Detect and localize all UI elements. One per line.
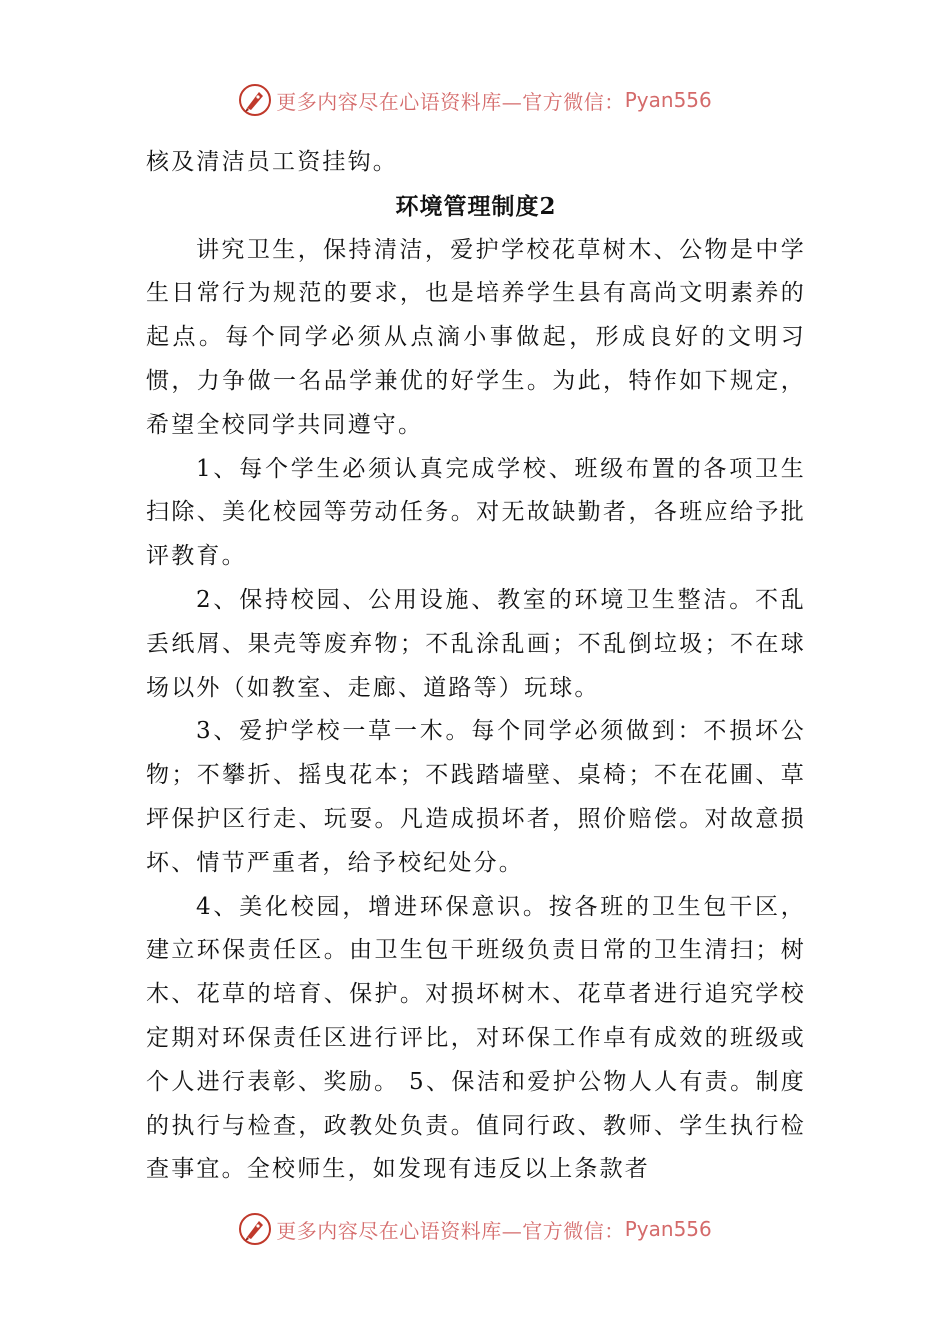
pen-nib-logo-icon [238,83,272,117]
paragraph-intro: 讲究卫生，保持清洁，爱护学校花草树木、公物是中学生日常行为规范的要求，也是培养学生县有高尚文明素养的起点。每个同学必须从点滴小事做起，形成良好的文明习惯，力争做一名品学兼优的好学生。为此，特作如下规定，希望全校同学共同遵守。 [146,236,806,438]
section-title: 环境管理制度2 [395,192,557,220]
document-body [146,141,806,1192]
paragraph-rule-1: 1、每个学生必须认真完成学校、班级布置的各项卫生扫除、美化校园等劳动任务。对无故缺勤者，各班应给予批评教育。 [146,455,806,570]
footer-banner [0,1209,950,1249]
lead-line: 核及清洁员工资挂钩。 [146,149,398,175]
banner-wechat-id: Pyan556 [624,88,712,112]
banner-promo-text: 更多内容尽在心语资料库—官方微信： [276,89,625,114]
paragraph-rule-2: 2、保持校园、公用设施、教室的环境卫生整洁。不乱丢纸屑、果壳等废弃物；不乱涂乱画；不乱倒垃圾；不在球场以外（如教室、走廊、道路等）玩球。 [146,586,806,701]
paragraph-rule-4-5: 4、美化校园，增进环保意识。按各班的卫生包干区，建立环保责任区。由卫生包干班级负责日常的卫生清扫；树木、花草的培育、保护。对损坏树木、花草者进行追究学校定期对环保责任区进行评比，对环保工作卓有成效的班级或个人进行表彰、奖励。 5、保洁和爱护公物人人有责。制度的执行与检查，政教处负责。值同行政、教师、学生执行检查事宜。全校师生，如发现有违反以上条款者 [146,893,806,1183]
header-banner [0,80,950,120]
paragraph-rule-3: 3、爱护学校一草一木。每个同学必须做到：不损坏公物；不攀折、摇曳花本；不践踏墙壁、桌椅；不在花圃、草坪保护区行走、玩耍。凡造成损坏者，照价赔偿。对故意损坏、情节严重者，给予校纪处分。 [146,718,806,876]
pen-nib-logo-icon [238,1212,272,1246]
banner-wechat-id: Pyan556 [624,1217,712,1241]
banner-promo-text: 更多内容尽在心语资料库—官方微信： [276,1218,625,1243]
